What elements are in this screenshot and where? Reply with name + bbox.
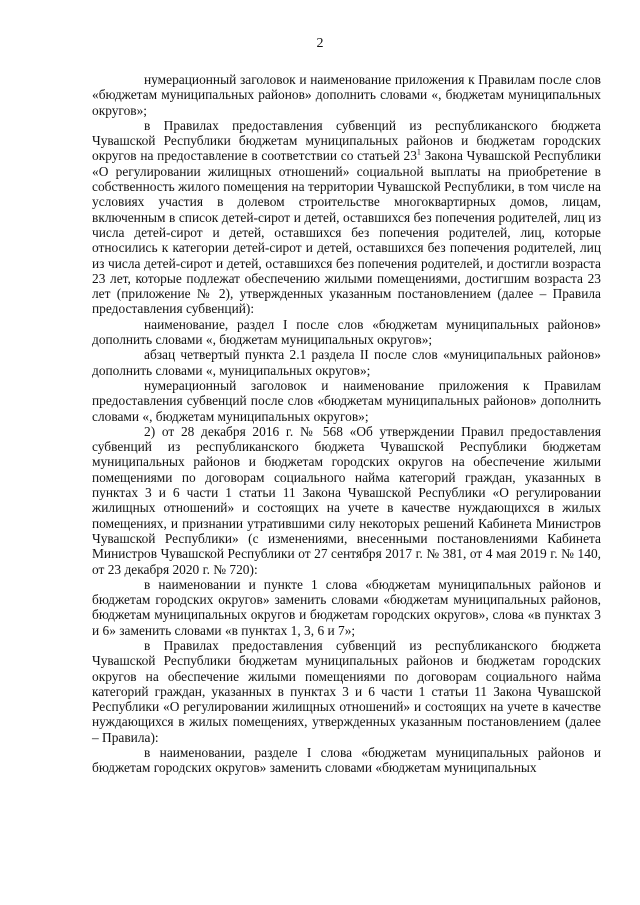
paragraph-6: 2) от 28 декабря 2016 г. № 568 «Об утверждении Правил предоставления субвенций из республиканского бюджета Чувашской Республики бюджетам муниципальных районов и бюджетам городских округов на обеспечение жилыми помещениями по договорам социального найма категорий граждан, указанных в пунктах 3 и 6 части 1 статьи 11 Закона Чувашской Республики «О регулировании жилищных отношений» и состоящих на учете в качестве нуждающихся в жилых помещениях, и признании утратившими силу некоторых решений Кабинета Министров Чувашской Республики» (с изменениями, внесенными постановлениями Кабинета Министров Чувашской Республики от 27 сентября 2017 г. № 381, от 4 мая 2019 г. № 140, от 23 декабря 2020 г. № 720): (92, 423, 601, 577)
paragraph-8: в Правилах предоставления субвенций из республиканского бюджета Чувашской Республики бюджетам муниципальных районов и бюджетам городских округов на обеспечение жилыми помещениями по договорам социального найма категорий граждан, указанных в пунктах 3 и 6 части 1 статьи 11 Закона Чувашской Республики «О регулировании жилищных отношений» и состоящих на учете в качестве нуждающихся в жилых помещениях, утвержденных указанным постановлением (далее – Правила): (92, 637, 601, 745)
paragraph-2-head: в Правилах предоставления субвенций из республиканского бюджета Чувашской Республики бюджетам муниципальных районов и бюджетам городских округов на предоставление в соответствии со статьей 23 (92, 117, 601, 164)
paragraph-2-superscript: 1 (416, 148, 421, 158)
paragraph-9: в наименовании, разделе I слова «бюджетам муниципальных районов и бюджетам городских округов» заменить словами «бюджетам муниципальных (92, 745, 601, 776)
paragraph-4: абзац четвертый пункта 2.1 раздела II после слов «муниципальных районов» дополнить словами «, муниципальных округов»; (92, 347, 601, 378)
page-number: 2 (316, 36, 324, 51)
paragraph-3: наименование, раздел I после слов «бюджетам муниципальных районов» дополнить словами «, бюджетам муниципальных округов»; (92, 316, 601, 348)
paragraph-1: нумерационный заголовок и наименование приложения к Правилам после слов «бюджетам муниципальных районов» дополнить словами «, бюджетам муниципальных округов»; (92, 72, 601, 118)
paragraph-2 (92, 118, 601, 317)
document-body (92, 72, 601, 776)
paragraph-7: в наименовании и пункте 1 слова «бюджетам муниципальных районов и бюджетам городских округов» заменить словами «бюджетам муниципальных районов, бюджетам муниципальных округов и бюджетам городских округов», слова «в пунктах 3 и 6» заменить словами «в пунктах 1, 3, 6 и 7»; (92, 576, 601, 638)
paragraph-5: нумерационный заголовок и наименование приложения к Правилам предоставления субвенций после слов «бюджетам муниципальных районов» дополнить словами «, бюджетам муниципальных округов»; (92, 377, 601, 424)
paragraph-2-tail: Закона Чувашской Республики «О регулировании жилищных отношений» социальной выплаты на приобретение в собственность жилого помещения на территории Чувашской Республики, в том числе на условиях участия в долевом строительстве многоквартирных домов, лицам, включенным в список детей-сирот и детей, оставшихся без попечения родителей, лиц из числа детей-сирот и детей, оставшихся без попечения родителей, лиц, которые относились к категории детей-сирот и детей, оставшихся без попечения родителей, лиц из числа детей-сирот и детей, оставшихся без попечения родителей, и достигли возраста 23 лет, которые подлежат обеспечению жилыми помещениями, достигшим возраста 23 лет (приложение № 2), утвержденных указанным постановлением (далее – Правила предоставления субвенций): (92, 148, 601, 317)
